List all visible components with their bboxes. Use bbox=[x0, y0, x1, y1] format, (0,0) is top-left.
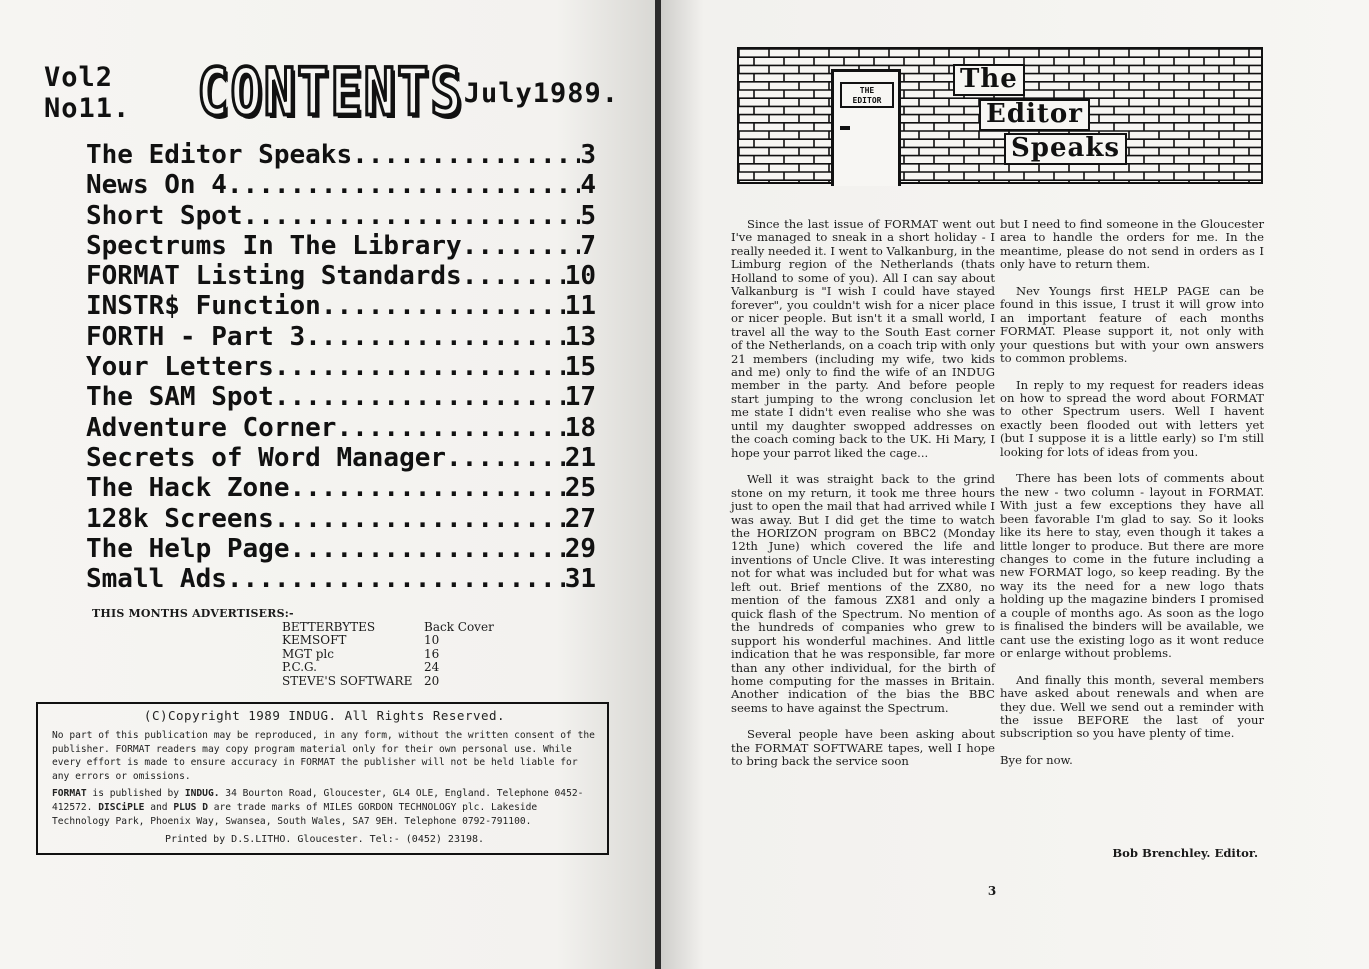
issue-number: Vol2 No11. bbox=[44, 62, 131, 124]
toc-title: Secrets of Word Manager bbox=[86, 442, 447, 473]
toc-page-number: 27 bbox=[564, 503, 596, 534]
copyright-title: (C)Copyright 1989 INDUG. All Rights Reserved. bbox=[143, 708, 506, 723]
toc-title: Your Letters bbox=[86, 352, 274, 383]
toc-title: Spectrums In The Library bbox=[86, 230, 462, 261]
toc-page-number: 11 bbox=[564, 291, 596, 322]
disciple-name: DISCiPLE bbox=[98, 801, 145, 813]
advertisers-title: THIS MONTHS ADVERTISERS:- bbox=[92, 607, 294, 620]
toc-page-number: 15 bbox=[564, 352, 596, 383]
toc-leader-dots bbox=[274, 504, 565, 534]
toc-page-number: 18 bbox=[564, 412, 596, 443]
door-sign bbox=[840, 82, 894, 108]
advertiser-row bbox=[282, 621, 494, 634]
format-name: FORMAT bbox=[52, 788, 87, 800]
advertiser-row bbox=[282, 661, 494, 674]
contents-page bbox=[0, 0, 655, 969]
toc-title: News On 4 bbox=[86, 170, 227, 201]
toc-page-number: 3 bbox=[580, 140, 596, 170]
paragraph: Several people have been asking about the FORMAT SOFTWARE tapes, well I hope to bring back the service soon bbox=[731, 727, 995, 769]
advertiser-page: 10 bbox=[424, 633, 440, 648]
toc-leader-dots bbox=[446, 443, 565, 473]
toc-title: The SAM Spot bbox=[86, 382, 274, 413]
toc-leader-dots bbox=[336, 413, 564, 443]
paragraph: In reply to my request for readers ideas on how to spread the word about FORMAT to other Spectrum users. Well I havent exactly been flooded out with letters yet (but I suppose it is a little early) so I'm still looking for lots of ideas from you. bbox=[1000, 377, 1264, 459]
issue-date: July1989. bbox=[463, 77, 619, 109]
toc-entry bbox=[86, 291, 596, 321]
toc-page-number: 21 bbox=[564, 442, 596, 473]
toc-leader-dots bbox=[274, 382, 565, 412]
paragraph: Nev Youngs first HELP PAGE can be found in this issue, I trust it will grow into an important feature of each months FORMAT. Please support it, not only with your questions but with your own answers to common problems. bbox=[1000, 283, 1264, 366]
toc-entry bbox=[86, 564, 596, 594]
toc-leader-dots bbox=[227, 564, 565, 594]
toc-page-number: 7 bbox=[580, 230, 596, 261]
article-column-1 bbox=[731, 218, 995, 782]
advertiser-row bbox=[282, 634, 494, 647]
editor-speaks-banner bbox=[737, 47, 1263, 184]
toc-title: The Editor Speaks bbox=[86, 140, 353, 170]
advertiser-page: 24 bbox=[424, 660, 440, 675]
contents-header bbox=[44, 55, 619, 131]
toc-title: Short Spot bbox=[86, 200, 243, 231]
toc-entry bbox=[86, 352, 596, 382]
trademark-text: are trade marks of MILES GORDON TECHNOLOGY plc. Lakeside Technology Park, Phoenix Way, Swansea, South Wales, SA7 9EH. Telephone 0792-791100. bbox=[52, 801, 538, 827]
toc-page-number: 31 bbox=[564, 564, 596, 595]
toc-entry bbox=[86, 201, 596, 231]
toc-entry bbox=[86, 504, 596, 534]
toc-page-number: 17 bbox=[564, 382, 596, 413]
banner-word-editor: Editor bbox=[979, 99, 1090, 131]
paragraph: Since the last issue of FORMAT went out I've managed to sneak in a short holiday - I really needed it. I went to Valkanburg, in the Limburg region of the Netherlands (thats Holland to some of you). All I can say about Valkanburg is "I wish I could have stayed forever", you couldn't wish for a nicer place or nicer people. But isn't it a small world, I travel all the way to the South East corner of the Netherlands, on a coach trip with only 21 members (including my wife, two kids and me) only to find the wife of an INDUG member in the party. And before people start jumping to the wrong conclusion let me state I didn't even realise who she was until my daughter swopped addresses on the coach coming back to the UK. Hi Mary, I hope your parrot liked the cage... bbox=[731, 217, 995, 460]
advertiser-name: KEMSOFT bbox=[282, 633, 347, 648]
paragraph: There has been lots of comments about the new - two column - layout in FORMAT. With just a few exceptions they have all been favorable I'm glad to say. So it looks like its here to stay, even though it takes a little longer to produce. But there are more changes to come in the future including a new FORMAT logo, so keep reading. By the way its the need for a new logo thats holding up the magazine binders I promised a couple of months ago. As soon as the logo is finalised the binders will be available, we cant use the existing logo as it wont reduce or enlarge without problems. bbox=[1000, 471, 1264, 661]
advertiser-page: 20 bbox=[424, 673, 440, 688]
door-graphic bbox=[831, 69, 901, 186]
toc-leader-dots bbox=[290, 473, 565, 503]
toc-leader-dots bbox=[352, 140, 580, 170]
toc-leader-dots bbox=[321, 291, 565, 321]
advertisers-list bbox=[282, 621, 494, 688]
toc-entry bbox=[86, 261, 596, 291]
editor-page bbox=[661, 0, 1369, 969]
advertiser-page: Back Cover bbox=[424, 620, 494, 634]
toc-entry bbox=[86, 443, 596, 473]
toc-leader-dots bbox=[462, 261, 565, 291]
toc-entry bbox=[86, 322, 596, 352]
toc-entry bbox=[86, 382, 596, 412]
publisher-info bbox=[52, 787, 597, 828]
toc-title: Adventure Corner bbox=[86, 412, 337, 443]
copyright-notice: No part of this publication may be reproduced, in any form, without the written consent of the publisher. FORMAT readers may copy program material only for their own personal use. While every effort is made to ensure accuracy in FORMAT the publisher will not be held liable for any errors or omissions. bbox=[52, 730, 595, 782]
toc-title: The Help Page bbox=[86, 533, 290, 564]
toc-title: FORTH - Part 3 bbox=[86, 321, 306, 352]
toc-title: Small Ads bbox=[86, 564, 227, 595]
toc-title: INSTR$ Function bbox=[86, 291, 321, 322]
paragraph: Well it was straight back to the grind stone on my return, it took me three hours just to open the mail that had arrived while I was away. But I did get the time to watch the HORIZON program on BBC2 (Monday 12th June) which covered the life and inventions of Uncle Clive. It was interesting not for what was included but for what was left out. Brief mentions of the ZX80, no mention of the famous ZX81 and only a quick flash of the Spectrum. No mention of the hundreds of companies who grew to support his wonderful machines. And little indication that he was responsible, far more than any other individual, for the birth of home computing for the masses in Britain. Another indication of the bias the BBC seems to have against the Spectrum. bbox=[731, 472, 995, 715]
toc-entry bbox=[86, 473, 596, 503]
advertiser-name: P.C.G. bbox=[282, 660, 317, 675]
copyright-box bbox=[36, 702, 609, 855]
plusd-name: PLUS D bbox=[173, 801, 208, 813]
toc-title: FORMAT Listing Standards bbox=[86, 261, 462, 292]
indug-name: INDUG. bbox=[184, 788, 220, 800]
toc-entry bbox=[86, 413, 596, 443]
toc-entry bbox=[86, 170, 596, 200]
editor-signature: Bob Brenchley. Editor. bbox=[1112, 846, 1258, 860]
toc-page-number: 10 bbox=[564, 261, 596, 292]
toc-entry bbox=[86, 231, 596, 261]
advertisers-section bbox=[92, 607, 512, 688]
toc-page-number: 29 bbox=[564, 533, 596, 564]
toc-page-number: 5 bbox=[580, 200, 596, 231]
publisher-text-2: and bbox=[144, 801, 174, 813]
article-column-2 bbox=[1000, 218, 1264, 780]
toc-leader-dots bbox=[462, 231, 581, 261]
sign-off: Bye for now. bbox=[1000, 752, 1073, 767]
paragraph: And finally this month, several members have asked about renewals and when are they due. Well we send out a reminder with the issue BEFORE the last of your subscription so you have plenty of time. bbox=[1000, 672, 1264, 741]
advertiser-page: 16 bbox=[424, 646, 440, 661]
door-handle bbox=[840, 126, 850, 130]
advertiser-name: STEVE'S SOFTWARE bbox=[282, 673, 413, 688]
advertiser-row bbox=[282, 675, 494, 688]
advertiser-row bbox=[282, 648, 494, 661]
toc-title: The Hack Zone bbox=[86, 473, 290, 504]
toc-page-number: 4 bbox=[580, 170, 596, 201]
toc-leader-dots bbox=[274, 352, 565, 382]
door-sign-line-2: EDITOR bbox=[852, 96, 882, 105]
publisher-address: 34 Bourton Road, Gloucester, GL4 OLE, England. Telephone 0452-412572. bbox=[52, 788, 584, 813]
table-of-contents bbox=[86, 140, 596, 594]
contents-heading: CONTENTS bbox=[197, 55, 464, 131]
door-sign-line-1: THE bbox=[859, 86, 875, 95]
banner-word-speaks: Speaks bbox=[1004, 133, 1127, 165]
advertiser-name: BETTERBYTES bbox=[282, 620, 376, 634]
toc-entry bbox=[86, 534, 596, 564]
toc-leader-dots bbox=[305, 322, 565, 352]
toc-leader-dots bbox=[227, 170, 580, 200]
toc-page-number: 25 bbox=[564, 473, 596, 504]
toc-leader-dots bbox=[243, 201, 581, 231]
banner-word-the: The bbox=[953, 64, 1025, 96]
page-number: 3 bbox=[987, 884, 997, 898]
toc-page-number: 13 bbox=[564, 321, 596, 352]
toc-leader-dots bbox=[290, 534, 565, 564]
advertiser-name: MGT plc bbox=[282, 646, 334, 661]
printer-info: Printed by D.S.LITHO. Gloucester. Tel:- (0452) 23198. bbox=[164, 834, 485, 846]
toc-title: 128k Screens bbox=[86, 503, 274, 534]
publisher-text-1: is published by bbox=[86, 788, 185, 800]
paragraph: but I need to find someone in the Gloucester area to handle the orders for me. In the meantime, please do not send in orders as I only have to return them. bbox=[1000, 217, 1264, 272]
toc-entry bbox=[86, 140, 596, 170]
